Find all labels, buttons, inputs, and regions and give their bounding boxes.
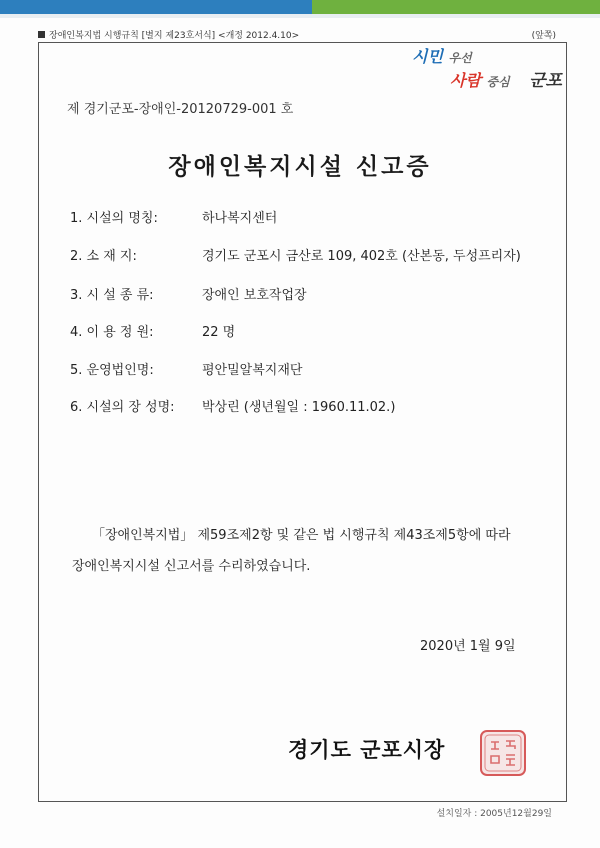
item-label: 2. 소 재 지: — [70, 249, 137, 264]
certification-statement — [72, 520, 552, 582]
slogan-word-people: 사람 — [450, 71, 481, 90]
slogan-word-citizen: 시민 — [412, 47, 443, 66]
slogan-line-2 — [450, 68, 510, 91]
item-label: 1. 시설의 명칭: — [70, 211, 158, 226]
slogan-word-center: 중심 — [486, 75, 510, 89]
issuer-name: 경기도 군포시장 — [288, 738, 446, 762]
item-label: 5. 운영법인명: — [70, 363, 154, 378]
form-reference-text: 장애인복지법 시행규칙 [별지 제23호서식] <개정 2012.4.10> — [49, 31, 300, 41]
page-side-label: (앞쪽) — [531, 31, 556, 41]
top-banner-green — [312, 0, 600, 14]
installation-date: 설치일자 : 2005년12월29일 — [436, 809, 552, 819]
city-slogan — [412, 44, 582, 99]
item-value: 장애인 보호작업장 — [202, 288, 307, 303]
official-seal-icon — [479, 729, 527, 777]
top-banner-blue — [0, 0, 312, 14]
item-value: 평안밀알복지재단 — [202, 363, 303, 378]
statement-line-1: 「장애인복지법」 제59조제2항 및 같은 법 시행규칙 제43조제5항에 따라 — [92, 528, 511, 543]
item-value: 박상린 (생년월일 : 1960.11.02.) — [202, 400, 396, 415]
item-label: 6. 시설의 장 성명: — [70, 400, 175, 415]
item-value: 하나복지센터 — [202, 211, 278, 226]
form-reference — [38, 28, 299, 41]
item-label: 3. 시 설 종 류: — [70, 288, 154, 303]
issue-date: 2020년 1월 9일 — [420, 639, 516, 654]
item-label: 4. 이 용 정 원: — [70, 325, 154, 340]
document-number: 제 경기군포-장애인-20120729-001 호 — [67, 102, 294, 117]
item-value: 22 명 — [202, 325, 236, 340]
slogan-word-first: 우선 — [448, 51, 472, 65]
item-value: 경기도 군포시 금산로 109, 402호 (산본동, 두성프리자) — [202, 249, 521, 264]
square-bullet-icon — [38, 31, 45, 38]
statement-line-2: 장애인복지시설 신고서를 수리하였습니다. — [72, 559, 311, 574]
top-banner-shade — [0, 14, 600, 18]
document-title: 장애인복지시설 신고증 — [168, 154, 432, 180]
slogan-brand: 군포 — [529, 71, 562, 91]
slogan-line-1 — [412, 44, 472, 67]
